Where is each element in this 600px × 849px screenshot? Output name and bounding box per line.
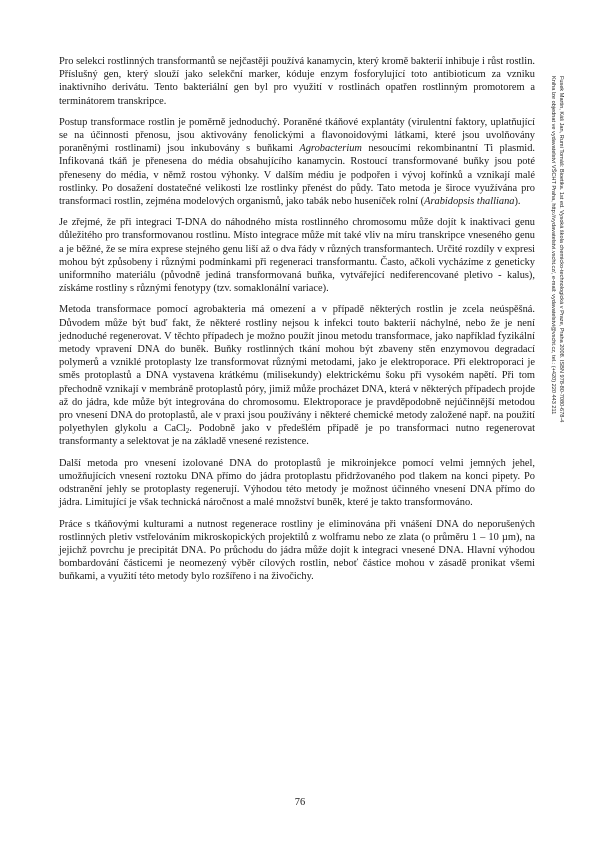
paragraph-3: Je zřejmé, že při integraci T-DNA do náhodného místa rostlinného chromosomu může dojít k inaktivaci genu důležitého pro transformovanou rostlinu. Místo integrace může mít také vliv na míru transkripce vneseného genu a je běžné, že se míra exprese stejného genu liší až o dva řády v různých transformantech. Určité rozdíly v expresi mohou být způsobeny i různými podmínkami při regeneraci transformantu. Často, ačkoli vycházíme z geneticky uniformního materiálu (původně jediná transformovaná buňka, vytvářející nediferencované pletivo - kalus), získáme rostliny s různými fenotypy (tzv. somaklonální variace). (59, 217, 535, 295)
paragraph-2-text-b: nesoucími rekombinantní Ti plasmid. Infikovaná tkáň je přenesena do média obsahujícího kanamycin. Rostoucí transformované buňky jsou poté přeneseny do média, v němž rostou výhonky. V dalším médiu je podpořen i vývoj kořínků a vznikají malé rostlinky. Po dosažení dostatečné velikosti lze rostlinky přenést do půdy. Tato metoda je široce využívána pro transformaci rostlin, zejména modelových organismů, jako tabák nebo huseníček rolní ( (59, 143, 535, 208)
citation-line-2: Kniha lze objednat ve vydavatelství VŠCHT Praha, http://vydavatelstvi.vscht.cz/, e-mail: vydavatelstvi@vscht.cz, tel.: (+420) 220 443 211 (550, 76, 556, 415)
page-number: 76 (294, 797, 306, 808)
paragraph-1: Pro selekci rostlinných transformantů se nejčastěji používá kanamycin, který kromě bakterií inhibuje i růst rostlin. Příslušný gen, který slouží jako selekční marker, kóduje enzym fosforylující toto antibioticum za vzniku inaktivního derivátu. Tento bakteriální gen byl pro využití v rostlinách opatřen rostlinným promotorem a terminátorem transkripce. (59, 56, 535, 107)
paragraph-4 (59, 303, 535, 448)
italic-agrobacterium: Agrobacterium (299, 143, 362, 155)
paragraph-4-text-a: Metoda transformace pomocí agrobakteria má omezení a v případě některých rostlin je zcela neúspěšná. Důvodem může být buď fakt, že některé rostliny nejsou k infekci touto bakterií náchylné, nebo že je není jednoduché regenerovat. V těchto případech je možno použít jinou metodu transformace, jako například fyzikální metody vpravení DNA do buněk. Buňky rostlinných tkání mohou být zbaveny stěn enzymovou degradací polymerů a vzniklé protoplasty lze transformovat různými metodami, jako je elektroporace. Při elektroporaci je směs protoplastů a DNA vystavena krátkému (milisekundy) elektrickému šoku při vysokém napětí. Při tom přechodně vznikají v membráně protoplastů póry, jimiž může procházet DNA, která v některých případech projde až do jádra, kde může být integrována do chromosomu. Elektroporace je pravděpodobně nejúčinnější metodou pro vnesení DNA do protoplastů, ale v praxi jsou používány i některé chemické metody založené např. na použití polyethylen glykolu a CaCl (59, 304, 535, 435)
paragraph-2 (59, 116, 535, 208)
paragraph-6: Práce s tkáňovými kulturami a nutnost regenerace rostliny je eliminována při vnášení DNA do neporušených rostlinných pletiv vstřelováním mikroskopických projektilů z wolframu nebo ze zlata (o průměru 1 – 10 µm), na jejichž povrchu je precipitát DNA. Po průchodu do jádra může dojít k integraci vnesené DNA. Hlavní výhodou bombardování částicemi je neomezený výběr cílových rostlin, neboť částice mohou v zásadě pronikat všemi buňkami, a využití této metody bylo rozšířeno i na živočichy. (59, 518, 535, 583)
paragraph-2-text-a: Postup transformace rostlin je poměrně jednoduchý. Poraněné tkáňové explantáty (virulentní faktory, uplatňující se na účinnosti přenosu, jsou aktivovány fenolickými a flavonoidovými látkami, které jsou uvolňovány poraněnými rostlinami) jsou inkubovány s buňkami (59, 116, 535, 155)
subscript-2: 2 (185, 427, 190, 436)
body-text (59, 55, 535, 592)
citation-line-1: Fusek Martin, Káš Jan, Rumi Tomáš: Bioetika. 1st ed. Vysoká škola chemicko-technologická v Praze, Praha 2008. ISBN 978-80-7080-678-4 (558, 76, 564, 423)
paragraph-5: Další metoda pro vnesení izolované DNA do protoplastů je mikroinjekce pomocí velmi jemných jehel, umožňujících vnesení roztoku DNA přímo do jádra protoplastu přidržovaného pod tlakem na konci pipety. Po odstranění jehly se protoplasty regenerují. Výhodou této metody je možnost účinného vnesení DNA přímo do jádra. Limitující je však technická náročnost a malé množství buněk, které je takto transformováno. (59, 457, 535, 509)
paragraph-4-text-b: . Podobně jako v předešlém případě je po transformaci nutno regenerovat transformanty a selektovat je na základě vnesené rezistence. (59, 423, 535, 448)
italic-arabidopsis: Arabidopsis thalliana (424, 196, 515, 208)
paragraph-2-text-c: ). (514, 196, 521, 208)
